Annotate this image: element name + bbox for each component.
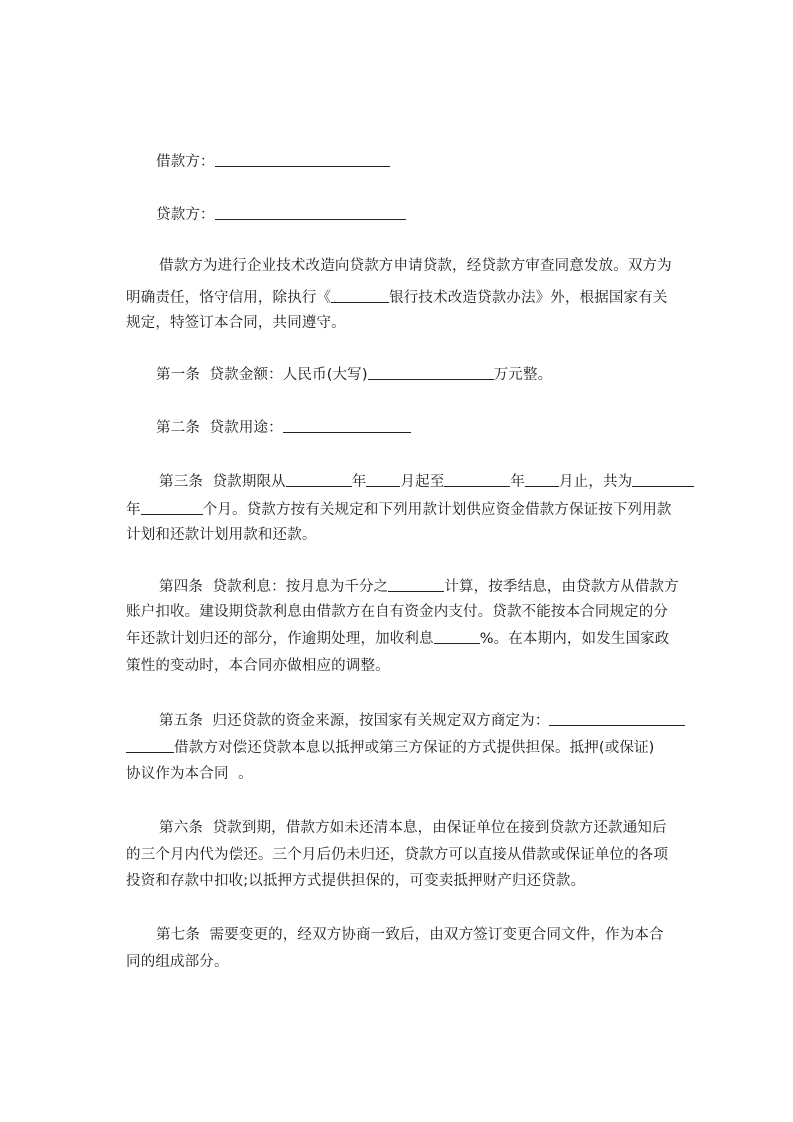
art3-text-f: 年 xyxy=(126,502,141,518)
art6-text-b: 的三个月内代为偿还。三个月后仍未归还，贷款方可以直接从借款或保证单位的各项 xyxy=(126,847,669,863)
art3-text-c: 月起至 xyxy=(400,474,445,490)
loan-purpose-blank[interactable] xyxy=(283,418,411,433)
art6-text-a: 第六条 贷款到期，借款方如未还清本息，由保证单位在接到贷款方还款通知后 xyxy=(159,820,667,836)
borrower-blank[interactable] xyxy=(215,152,390,167)
art4-text-f: 策性的变动时，本合同亦做相应的调整。 xyxy=(126,658,390,674)
intro-text-3: 规定，特签订本合同，共同遵守。 xyxy=(126,315,346,331)
art3-text-g: 个月。贷款方按有关规定和下列用款计划供应资金借款方保证按下列用款 xyxy=(202,502,672,518)
art4-text-e: %。在本期内，如发生国家政 xyxy=(479,631,670,647)
art5-text-a: 第五条 归还贷款的资金来源，按国家有关规定双方商定为： xyxy=(159,713,550,729)
article-7-line-2 xyxy=(107,932,229,992)
lender-blank[interactable] xyxy=(215,205,406,220)
intro-text-1: 借款方为进行企业技术改造向贷款方申请贷款，经贷款方审查同意发放。双方为 xyxy=(159,258,672,274)
art2-text-a: 第二条 贷款用途： xyxy=(156,420,283,436)
art4-text-b: 计算，按季结息，由贷款方从借款方 xyxy=(444,579,679,595)
art3-text-d: 年 xyxy=(510,474,526,490)
overdue-rate-blank[interactable] xyxy=(434,629,480,644)
art4-text-a: 第四条 贷款利息：按月息为千分之 xyxy=(159,579,389,595)
intro-text-2a: 明确责任，恪守信用，除执行《 xyxy=(126,290,332,306)
article-4-line-4 xyxy=(107,636,390,696)
art6-text-c: 投资和存款中扣收;以抵押方式提供担保的，可变卖抵押财产归还贷款。 xyxy=(126,873,586,889)
loan-amount-blank[interactable] xyxy=(368,365,494,380)
article-5-line-3 xyxy=(107,744,253,804)
art5-text-c: 协议作为本合同 。 xyxy=(126,766,253,782)
art4-text-d: 年还款计划归还的部分，作逾期处理，加收利息 xyxy=(126,631,434,647)
borrower-label: 借款方： xyxy=(156,154,215,170)
article-1 xyxy=(137,344,552,405)
lender-label: 贷款方： xyxy=(156,207,215,223)
intro-text-2b: 银行技术改造贷款办法》外，根据国家有关 xyxy=(389,290,668,306)
art3-text-h: 计划和还款计划用款和还款。 xyxy=(126,527,317,543)
article-6-line-3 xyxy=(107,851,585,911)
art7-text-b: 同的组成部分。 xyxy=(126,954,229,970)
art1-text-b: 万元整。 xyxy=(493,367,553,383)
art4-text-c: 账户扣收。建设期贷款利息由借款方在自有资金内支付。贷款不能按本合同规定的分 xyxy=(126,604,669,620)
art3-text-e: 月止，共为 xyxy=(559,474,633,490)
art3-text-a: 第三条 贷款期限从 xyxy=(159,474,286,490)
art1-text-a: 第一条 贷款金额：人民币(大写) xyxy=(156,367,368,383)
art5-text-b: 借款方对偿还贷款本息以抵押或第三方保证的方式提供担保。抵押(或保证) xyxy=(174,740,655,756)
art3-text-b: 年 xyxy=(351,474,367,490)
art7-text-a: 第七条 需要变更的，经双方协商一致后，由双方签订变更合同文件，作为本合 xyxy=(156,927,664,943)
article-2 xyxy=(137,397,411,458)
borrower-line xyxy=(137,131,390,192)
